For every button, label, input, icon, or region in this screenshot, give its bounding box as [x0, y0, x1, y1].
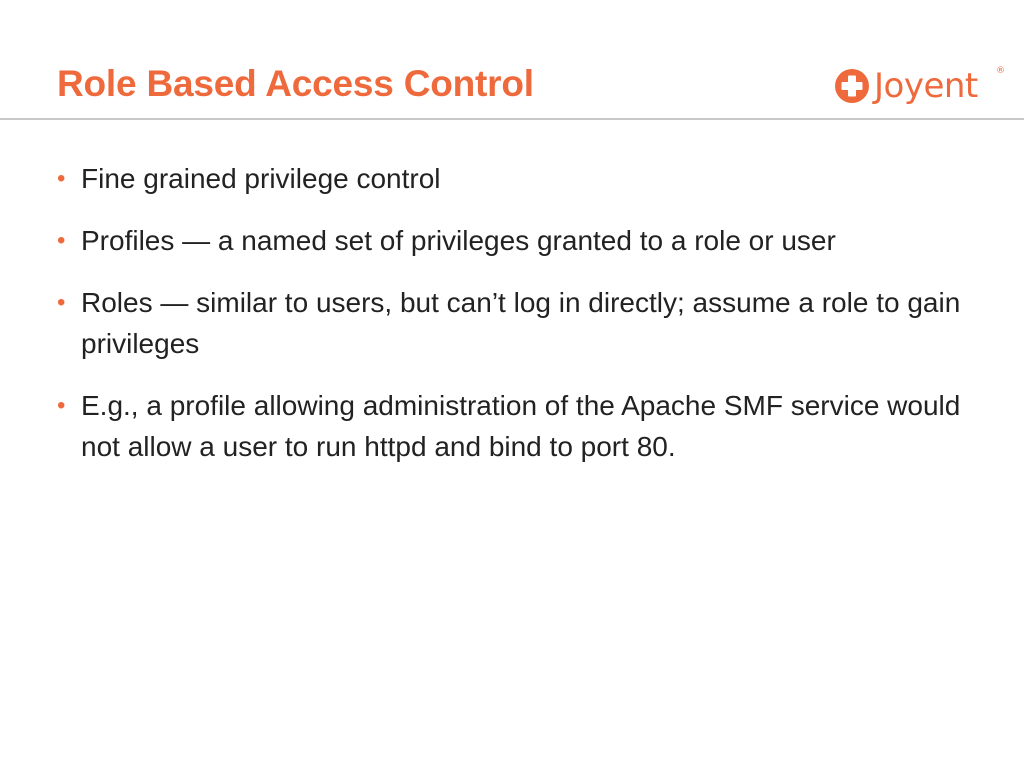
bullet-marker: • [57, 227, 66, 254]
joyent-logo [834, 64, 1006, 112]
bullet-item [57, 282, 977, 364]
bullet-item [57, 385, 977, 467]
bullet-text: Fine grained privilege control [81, 163, 441, 194]
logo-wordmark: Joyent [874, 66, 978, 106]
bullet-item [57, 220, 977, 261]
bullet-text: Profiles — a named set of privileges granted to a role or user [81, 225, 836, 256]
bullet-text: Roles — similar to users, but can’t log in directly; assume a role to gain privileges [81, 287, 961, 359]
bullet-list [57, 158, 977, 488]
bullet-marker: • [57, 165, 66, 192]
bullet-marker: • [57, 289, 66, 316]
plus-circle-icon [834, 68, 870, 104]
title-divider [0, 118, 1024, 120]
logo-registered-mark: ® [996, 66, 1005, 76]
slide-title: Role Based Access Control [57, 63, 534, 104]
bullet-marker: • [57, 392, 66, 419]
bullet-text: E.g., a profile allowing administration of the Apache SMF service would not allow a user to run httpd and bind to port 80. [81, 390, 961, 462]
bullet-item [57, 158, 977, 199]
